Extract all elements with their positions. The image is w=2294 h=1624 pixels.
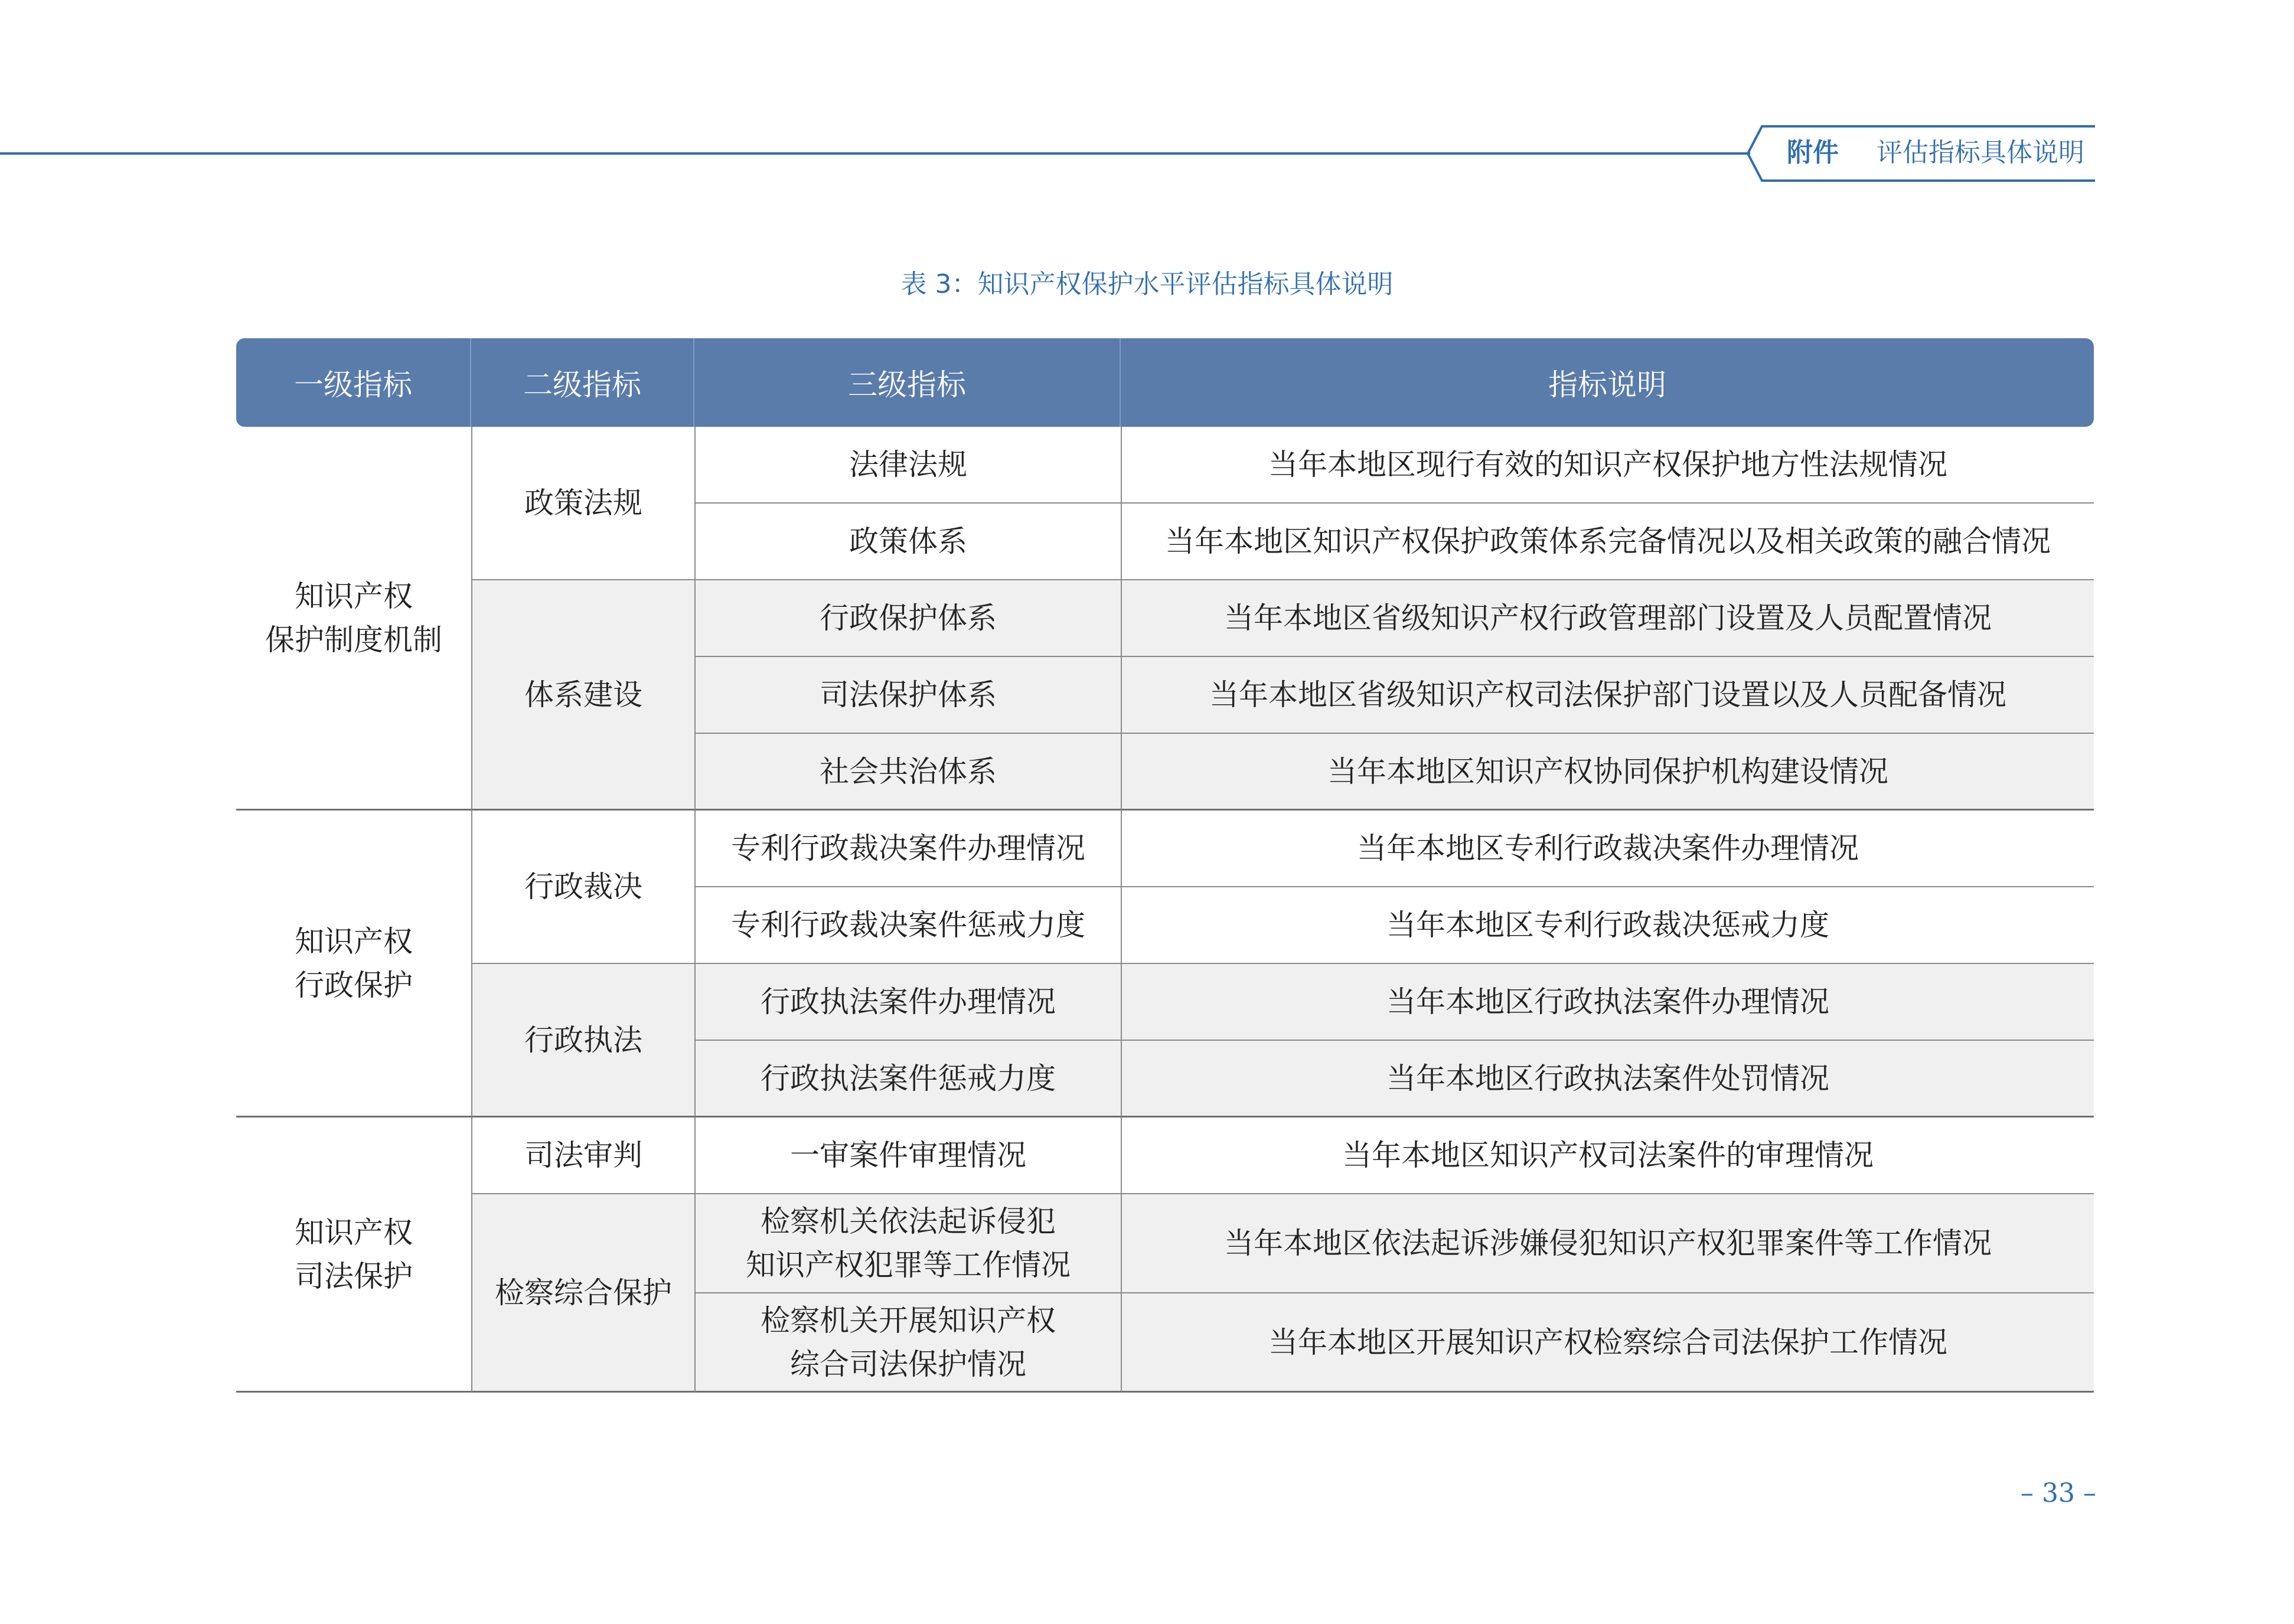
table-row — [236, 580, 2094, 657]
description-cell: 当年本地区现行有效的知识产权保护地方性法规情况 — [1121, 427, 2094, 504]
page-number: – 33 – — [2021, 1478, 2096, 1508]
description-cell: 当年本地区知识产权保护政策体系完备情况以及相关政策的融合情况 — [1121, 504, 2094, 580]
description-cell: 当年本地区专利行政裁决案件办理情况 — [1121, 811, 2094, 887]
level3-cell: 司法保护体系 — [694, 657, 1121, 734]
description-cell: 当年本地区开展知识产权检察综合司法保护工作情况 — [1121, 1293, 2094, 1393]
level2-cell: 体系建设 — [471, 580, 694, 811]
level2-cell: 行政执法 — [471, 964, 694, 1117]
description-cell: 当年本地区知识产权协同保护机构建设情况 — [1121, 734, 2094, 811]
description-cell: 当年本地区省级知识产权行政管理部门设置及人员配置情况 — [1121, 580, 2094, 657]
table-caption: 表 3：知识产权保护水平评估指标具体说明 — [900, 269, 1394, 299]
level3-cell: 专利行政裁决案件办理情况 — [694, 811, 1121, 887]
level1-cell: 知识产权 行政保护 — [236, 811, 471, 1117]
level2-cell: 政策法规 — [471, 427, 694, 580]
level3-cell: 检察机关开展知识产权 综合司法保护情况 — [694, 1293, 1121, 1393]
description-cell: 当年本地区知识产权司法案件的审理情况 — [1121, 1117, 2094, 1194]
column-header: 三级指标 — [694, 338, 1121, 427]
indicator-table — [236, 338, 2094, 1393]
table-row — [236, 1117, 2094, 1194]
level3-cell: 行政执法案件惩戒力度 — [694, 1041, 1121, 1117]
table-header-row — [236, 338, 2094, 427]
level1-cell: 知识产权 司法保护 — [236, 1117, 471, 1393]
description-cell: 当年本地区依法起诉涉嫌侵犯知识产权犯罪案件等工作情况 — [1121, 1194, 2094, 1293]
level3-cell: 法律法规 — [694, 427, 1121, 504]
column-header: 指标说明 — [1121, 338, 2094, 427]
header-rule — [0, 152, 1748, 155]
level3-cell: 社会共治体系 — [694, 734, 1121, 811]
column-header: 一级指标 — [236, 338, 471, 427]
section-title: 评估指标具体说明 — [1877, 138, 2084, 168]
table-row — [236, 427, 2094, 504]
table-row — [236, 1194, 2094, 1293]
description-cell: 当年本地区行政执法案件办理情况 — [1121, 964, 2094, 1041]
level3-cell: 一审案件审理情况 — [694, 1117, 1121, 1194]
level2-cell: 检察综合保护 — [471, 1194, 694, 1393]
level3-cell: 专利行政裁决案件惩戒力度 — [694, 887, 1121, 964]
level1-cell: 知识产权 保护制度机制 — [236, 427, 471, 811]
table-row — [236, 811, 2094, 887]
description-cell: 当年本地区行政执法案件处罚情况 — [1121, 1041, 2094, 1117]
attachment-label: 附件 — [1787, 138, 1839, 168]
section-header-tab — [1742, 125, 2096, 182]
level3-cell: 政策体系 — [694, 504, 1121, 580]
level3-cell: 行政执法案件办理情况 — [694, 964, 1121, 1041]
description-cell: 当年本地区省级知识产权司法保护部门设置以及人员配备情况 — [1121, 657, 2094, 734]
level3-cell: 检察机关依法起诉侵犯 知识产权犯罪等工作情况 — [694, 1194, 1121, 1293]
level2-cell: 行政裁决 — [471, 811, 694, 964]
table-row — [236, 964, 2094, 1041]
description-cell: 当年本地区专利行政裁决惩戒力度 — [1121, 887, 2094, 964]
column-header: 二级指标 — [471, 338, 694, 427]
level3-cell: 行政保护体系 — [694, 580, 1121, 657]
level2-cell: 司法审判 — [471, 1117, 694, 1194]
